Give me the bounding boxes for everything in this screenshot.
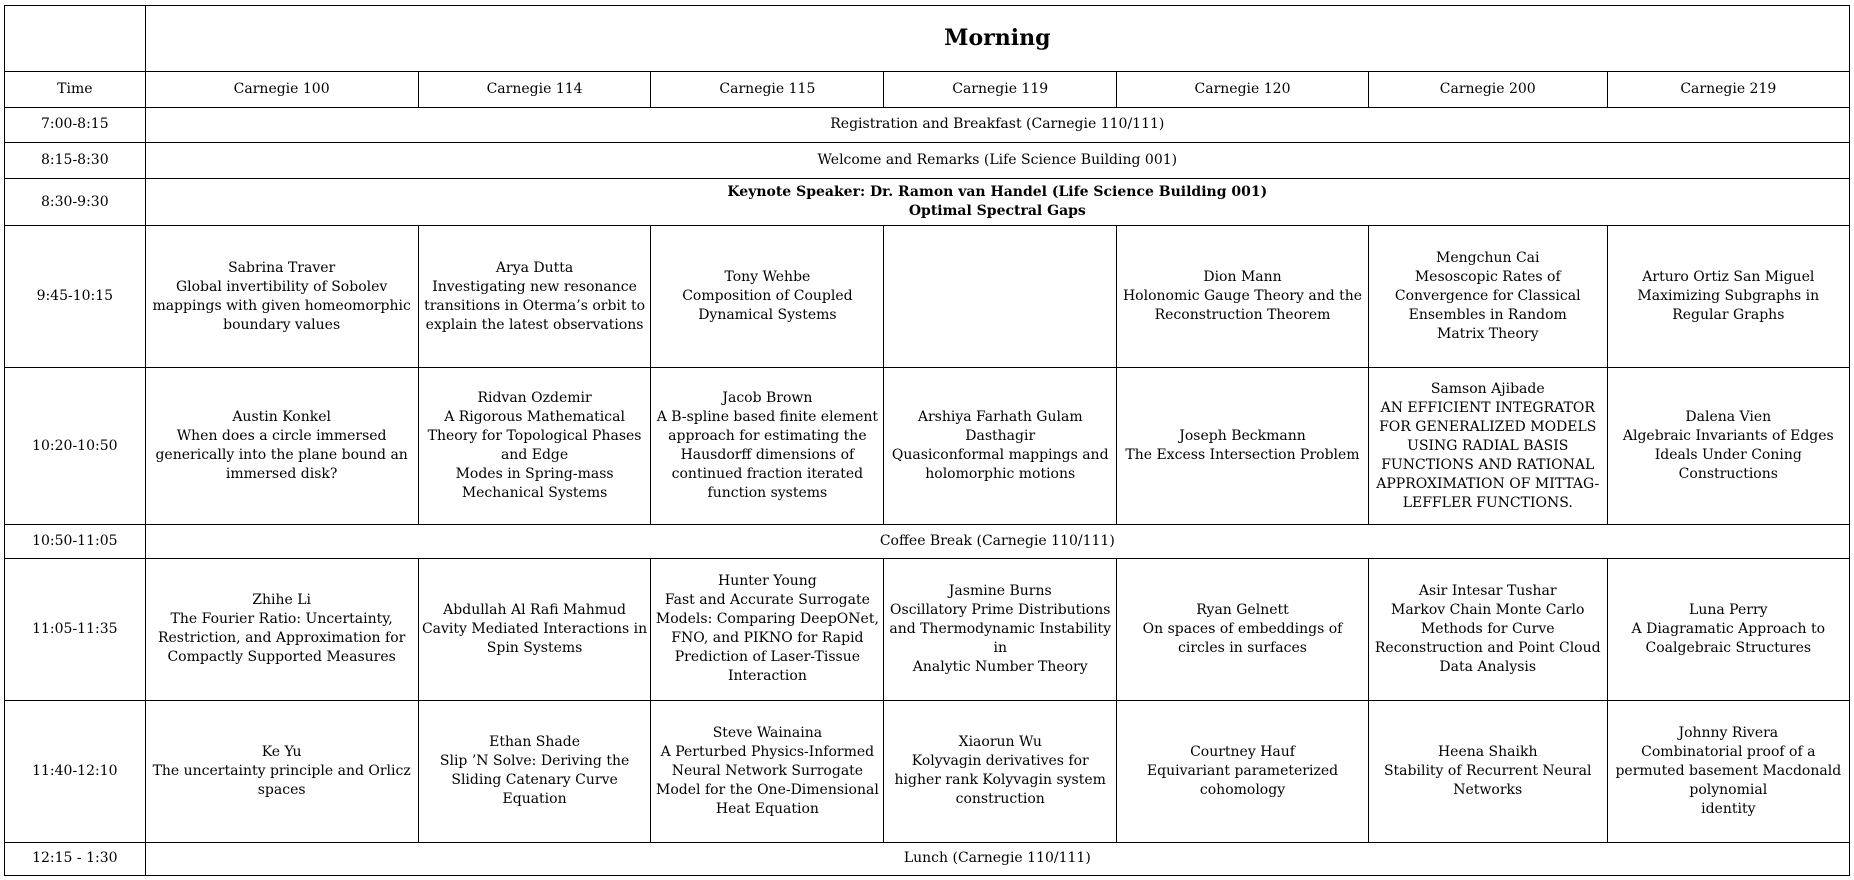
event-title: Coffee Break (Carnegie 110/111) [879, 532, 1115, 549]
room-header: Carnegie 114 [418, 71, 651, 107]
talk-title: Holonomic Gauge Theory and the Reconstruction Theorem [1122, 288, 1363, 324]
event-cell [145, 143, 1849, 179]
speaker-name: Joseph Beckmann [1179, 428, 1306, 445]
time-header: Time [5, 71, 146, 107]
talk-title: identity [1701, 800, 1756, 817]
session-title: Morning [145, 6, 1849, 72]
room-header: Carnegie 200 [1368, 71, 1607, 107]
empty-talk-cell [884, 226, 1117, 368]
talk-cell [1607, 558, 1849, 700]
corner-cell [5, 6, 146, 72]
time-slot: 10:50-11:05 [5, 525, 146, 558]
event-title: Registration and Breakfast (Carnegie 110/111) [830, 116, 1165, 133]
speaker-name: Abdullah Al Rafi Mahmud [443, 601, 626, 618]
room-header: Carnegie 120 [1117, 71, 1369, 107]
talk-title: Mesoscopic Rates of Convergence for Classical Ensembles in Random [1394, 269, 1581, 324]
talk-title: Combinatorial proof of a permuted basement Macdonald polynomial [1615, 743, 1842, 798]
schedule-row-event [5, 179, 1850, 226]
talk-title: Algebraic Invariants of Edges Ideals Under Coning Constructions [1622, 428, 1834, 483]
talk-title: Quasiconformal mappings and holomorphic motions [891, 447, 1109, 483]
schedule-row-talks [5, 558, 1850, 700]
talk-title: Slip ’N Solve: Deriving the Sliding Catenary Curve Equation [439, 753, 630, 808]
talk-cell [1368, 226, 1607, 368]
talk-cell [1368, 558, 1607, 700]
talk-cell [418, 226, 651, 368]
time-slot: 12:15 - 1:30 [5, 842, 146, 876]
speaker-name: Dion Mann [1203, 269, 1282, 286]
schedule-row-event [5, 842, 1850, 876]
event-title: Welcome and Remarks (Life Science Building 001) [817, 152, 1178, 169]
speaker-name: Arshiya Farhath Gulam Dasthagir [917, 409, 1083, 445]
time-slot: 8:30-9:30 [5, 179, 146, 226]
talk-title: Maximizing Subgraphs in Regular Graphs [1637, 288, 1820, 324]
schedule-row-event [5, 143, 1850, 179]
talk-title: Matrix Theory [1436, 326, 1539, 343]
room-header: Carnegie 219 [1607, 71, 1849, 107]
talk-title: Modes in Spring-mass Mechanical Systems [455, 466, 614, 502]
talk-cell [1117, 368, 1369, 525]
talk-cell [1607, 700, 1849, 842]
schedule-row-event [5, 107, 1850, 143]
room-header: Carnegie 115 [651, 71, 884, 107]
talk-cell [1368, 368, 1607, 525]
title-row [5, 6, 1850, 72]
talk-title: Stability of Recurrent Neural Networks [1383, 762, 1592, 798]
event-cell [145, 179, 1849, 226]
talk-cell [145, 226, 418, 368]
speaker-name: Heena Shaikh [1437, 743, 1538, 760]
talk-title: Investigating new resonance transitions in Oterma’s orbit to explain the latest observations [424, 278, 646, 333]
talk-title: Global invertibility of Sobolev mappings with given homeomorphic boundary values [152, 278, 411, 333]
speaker-name: Courtney Hauf [1190, 743, 1295, 760]
talk-title: Markov Chain Monte Carlo Methods for Curve Reconstruction and Point Cloud Data Analysis [1374, 601, 1601, 675]
event-cell [145, 107, 1849, 143]
talk-title: A Diagramatic Approach to Coalgebraic Structures [1631, 620, 1826, 656]
event-cell [145, 842, 1849, 876]
talk-title: The Fourier Ratio: Uncertainty, Restriction, and Approximation for Compactly Supported Measures [157, 611, 406, 666]
schedule-row-talks [5, 226, 1850, 368]
event-title: Lunch (Carnegie 110/111) [903, 850, 1091, 867]
talk-title: A B-spline based finite element approach for estimating the Hausdorff dimensions of continued fraction iterated function systems [656, 409, 879, 502]
talk-title: A Rigorous Mathematical Theory for Topological Phases and Edge [427, 409, 642, 464]
talk-title: The Excess Intersection Problem [1125, 447, 1360, 464]
event-subtitle: Optimal Spectral Gaps [908, 203, 1086, 220]
schedule-row-talks [5, 700, 1850, 842]
event-cell [145, 525, 1849, 558]
talk-cell [651, 700, 884, 842]
talk-cell [884, 700, 1117, 842]
room-header: Carnegie 100 [145, 71, 418, 107]
talk-cell [651, 368, 884, 525]
talk-cell [418, 700, 651, 842]
talk-cell [145, 700, 418, 842]
speaker-name: Mengchun Cai [1436, 250, 1540, 267]
speaker-name: Ridvan Ozdemir [477, 390, 592, 407]
speaker-name: Austin Konkel [232, 409, 331, 426]
talk-cell [651, 226, 884, 368]
speaker-name: Xiaorun Wu [958, 734, 1042, 751]
talk-cell [1607, 368, 1849, 525]
time-slot: 7:00-8:15 [5, 107, 146, 143]
time-slot: 11:40-12:10 [5, 700, 146, 842]
speaker-name: Hunter Young [718, 573, 817, 590]
time-slot: 11:05-11:35 [5, 558, 146, 700]
talk-title: Analytic Number Theory [912, 658, 1088, 675]
header-row [5, 71, 1850, 107]
talk-cell [145, 558, 418, 700]
time-slot: 8:15-8:30 [5, 143, 146, 179]
talk-cell [1117, 558, 1369, 700]
speaker-name: Samson Ajibade [1430, 380, 1545, 397]
speaker-name: Arturo Ortiz San Miguel [1642, 269, 1815, 286]
room-header: Carnegie 119 [884, 71, 1117, 107]
talk-cell [1117, 226, 1369, 368]
speaker-name: Dalena Vien [1685, 409, 1772, 426]
speaker-name: Sabrina Traver [228, 259, 336, 276]
speaker-name: Asir Intesar Tushar [1418, 582, 1557, 599]
schedule-row-event [5, 525, 1850, 558]
talk-cell [145, 368, 418, 525]
talk-title: Cavity Mediated Interactions in Spin Systems [421, 620, 648, 656]
speaker-name: Zhihe Li [252, 592, 312, 609]
talk-title: Fast and Accurate Surrogate Models: Comparing DeepONet, FNO, and PIKNO for Rapid Prediction of Laser-Tissue Interaction [655, 592, 879, 685]
talk-title: Oscillatory Prime Distributions and Thermodynamic Instability in [889, 601, 1112, 656]
speaker-name: Johnny Rivera [1678, 724, 1779, 741]
time-slot: 10:20-10:50 [5, 368, 146, 525]
speaker-name: Arya Dutta [495, 259, 574, 276]
talk-cell [651, 558, 884, 700]
talk-cell [418, 368, 651, 525]
schedule-row-talks [5, 368, 1850, 525]
morning-schedule-table [4, 5, 1850, 876]
talk-cell [1117, 700, 1369, 842]
talk-cell [884, 368, 1117, 525]
talk-cell [1368, 700, 1607, 842]
time-slot: 9:45-10:15 [5, 226, 146, 368]
speaker-name: Jasmine Burns [948, 582, 1052, 599]
speaker-name: Steve Wainaina [712, 724, 823, 741]
talk-cell [884, 558, 1117, 700]
talk-title: A Perturbed Physics-Informed Neural Network Surrogate Model for the One-Dimensional Heat Equation [656, 743, 879, 817]
talk-title: The uncertainty principle and Orlicz spaces [152, 762, 411, 798]
talk-cell [1607, 226, 1849, 368]
speaker-name: Ke Yu [261, 743, 302, 760]
talk-title: Kolyvagin derivatives for higher rank Kolyvagin system construction [894, 753, 1106, 808]
talk-title: Composition of Coupled Dynamical Systems [682, 288, 853, 324]
event-title: Keynote Speaker: Dr. Ramon van Handel (Life Science Building 001) [727, 184, 1268, 201]
speaker-name: Ryan Gelnett [1196, 601, 1289, 618]
talk-title: When does a circle immersed generically into the plane bound an immersed disk? [155, 428, 408, 483]
speaker-name: Tony Wehbe [724, 269, 811, 286]
speaker-name: Jacob Brown [722, 390, 813, 407]
talk-title: AN EFFICIENT INTEGRATOR FOR GENERALIZED MODELS USING RADIAL BASIS FUNCTIONS AND RATIONAL APPROXIMATION OF MITTAG-LEFFLER FUNCTIONS. [1376, 399, 1600, 511]
talk-title: On spaces of embeddings of circles in surfaces [1142, 620, 1343, 656]
talk-title: Equivariant parameterized cohomology [1146, 762, 1339, 798]
speaker-name: Luna Perry [1689, 601, 1768, 618]
talk-cell [418, 558, 651, 700]
speaker-name: Ethan Shade [489, 734, 581, 751]
